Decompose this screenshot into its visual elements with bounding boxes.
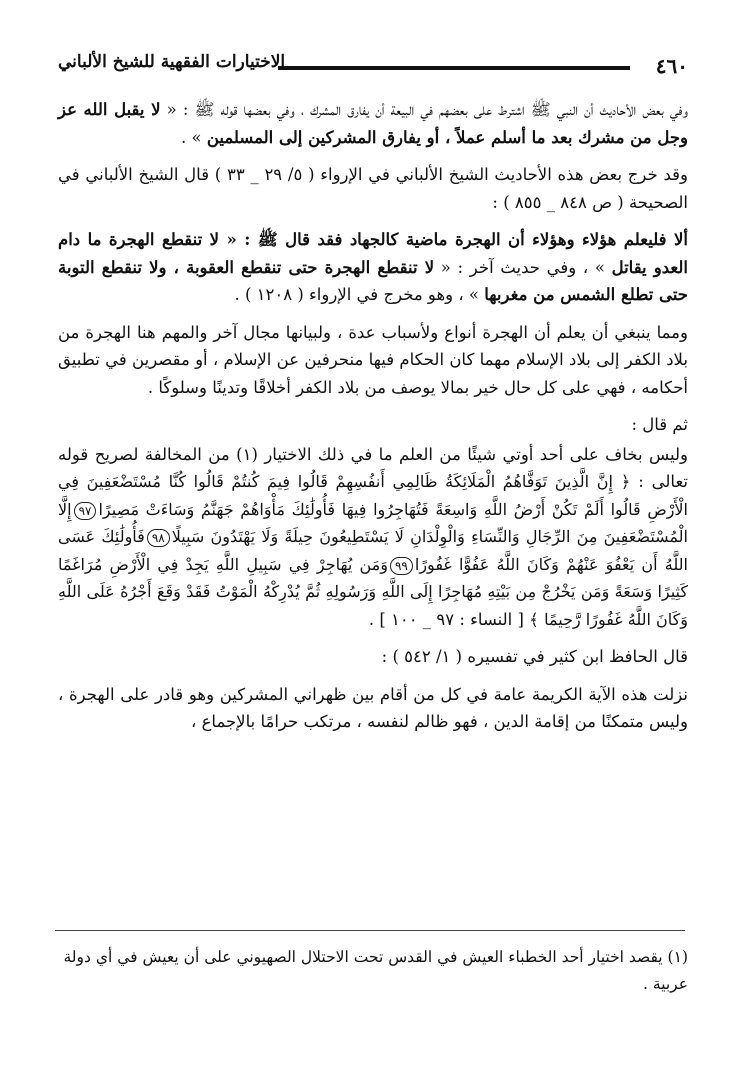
paragraph-2: وقد خرج بعض هذه الأحاديث الشيخ الألباني في الإرواء ( ٥/ ٢٩ _ ٣٣ ) قال الشيخ الألباني في الصحيحة ( ص ٨٤٨ _ ٨٥٥ ) : [58, 165, 688, 212]
paragraph-3-text-1: ألا فليعلم هؤلاء وهؤلاء أن الهجرة ماضية كالجهاد فقد قال ﷺ : « [219, 230, 688, 249]
quran-verse-97: إِنَّ الَّذِينَ تَوَفَّاهُمُ الْمَلَائِكَةُ ظَالِمِي أَنفُسِهِمْ قَالُوا فِيمَ كُنتُمْ قَالُوا كُنَّا مُسْتَضْعَفِينَ فِي الْأَرْضِ قَالُوا أَلَمْ تَكُنْ أَرْضُ اللَّهِ وَاسِعَةً فَتُهَاجِرُوا فِيهَا فَأُولَٰئِكَ مَأْوَاهُمْ جَهَنَّمُ وَسَاءَتْ مَصِيرًا [58, 472, 688, 519]
paragraph-6-text-1: وليس بخاف على أحد أوتي شيئًا من العلم ما في ذلك الاختيار (١) من المخالفة لصريح قوله تعالى : ﴿ [58, 444, 689, 491]
paragraph-1-text-2: » . [180, 127, 207, 147]
quran-verse-100: وَمَن يُهَاجِرْ فِي سَبِيلِ اللَّهِ يَجِدْ فِي الْأَرْضِ مُرَاغَمًا كَثِيرًا وَسَعَةً وَمَن يَخْرُجْ مِن بَيْتِهِ مُهَاجِرًا إِلَى اللَّهِ وَرَسُولِهِ ثُمَّ يُدْرِكْهُ الْمَوْتُ فَقَدْ وَقَعَ أَجْرُهُ عَلَى اللَّهِ وَكَانَ اللَّهُ غَفُورًا رَّحِيمًا [58, 554, 688, 629]
paragraph-8: نزلت هذه الآية الكريمة عامة في كل من أقام بين ظهراني المشركين وهو قادر على الهجرة ، وليس متمكنًا من إقامة الدين ، فهو ظالم لنفسه ، مرتكب حرامًا بالإجماع ، [58, 684, 688, 731]
paragraph-3-text-3: » ، وهو مخرج في الإرواء ( ١٢٠٨ ) . [234, 285, 485, 304]
hadith-quote-1: لا تنقطع الهجرة ما دام العدو يقاتل [58, 230, 688, 277]
quran-verse-99: فَأُولَٰئِكَ عَسَى اللَّهُ أَن يَعْفُوَ عَنْهُمْ وَكَانَ اللَّهُ عَفُوًّا غَفُورًا [58, 527, 688, 574]
paragraph-6 [58, 441, 688, 634]
hadith-quote-2: لا تنقطع الهجرة حتى تنقطع العقوبة ، ولا تنقطع التوبة حتى تطلع الشمس من مغربها [58, 257, 688, 304]
hadith-quote: لا يقبل الله عز وجل من مشرك بعد ما أسلم عملاً ، أو يفارق المشركين إلى المسلمين [58, 100, 688, 147]
ayah-number-98: ٩٨ [147, 529, 170, 547]
paragraph-1-text-1: وفي بعض الأحاديث أن النبي ﷺ اشترط على بعضهم في البيعة أن يفارق المشرك ، وفي بعضها قوله ﷺ : « [160, 100, 688, 119]
page-header [58, 52, 688, 92]
body-text [58, 96, 688, 746]
quran-verse-98: إِلَّا الْمُسْتَضْعَفِينَ مِنَ الرِّجَالِ وَالنِّسَاءِ وَالْوِلْدَانِ لَا يَسْتَطِيعُونَ حِيلَةً وَلَا يَهْتَدُونَ سَبِيلًا [58, 499, 688, 546]
running-title: الاختيارات الفقهية للشيخ الألباني [58, 52, 286, 72]
ayah-number-97: ٩٧ [74, 502, 97, 520]
footnote-rule [55, 930, 685, 931]
footnote: (١) يقصد اختيار أحد الخطباء العيش في القدس تحت الاحتلال الصهيوني على أن يعيش في أي دولة عربية . [63, 948, 688, 993]
paragraph-1 [58, 96, 688, 151]
header-rule [278, 66, 630, 70]
ayah-number-99: ٩٩ [390, 557, 413, 575]
paragraph-3-text-2: » ، وفي حديث آخر : « [434, 257, 612, 277]
paragraph-4: ومما ينبغي أن يعلم أن الهجرة أنواع ولأسباب عدة ، ولبيانها مجال آخر والمهم هنا الهجرة من بلاد الكفر إلى بلاد الإسلام مهما كان الحكام فيها منحرفين عن الإسلام ، أو مقصرين في تطبيق أحكامه ، فهي على كل حال خير بمالا يوصف من بلاد الكفر أخلاقًا وتدينًا وسلوكًا . [58, 322, 688, 397]
page-number: ٤٦٠ [655, 54, 688, 78]
paragraph-5: ثم قال : [631, 415, 688, 434]
paragraph-3 [58, 226, 688, 309]
paragraph-7: قال الحافظ ابن كثير في تفسيره ( ١/ ٥٤٢ ) : [381, 647, 688, 666]
paragraph-6-text-2: ﴾ [ النساء : ٩٧ _ ١٠٠ ] . [368, 609, 545, 629]
